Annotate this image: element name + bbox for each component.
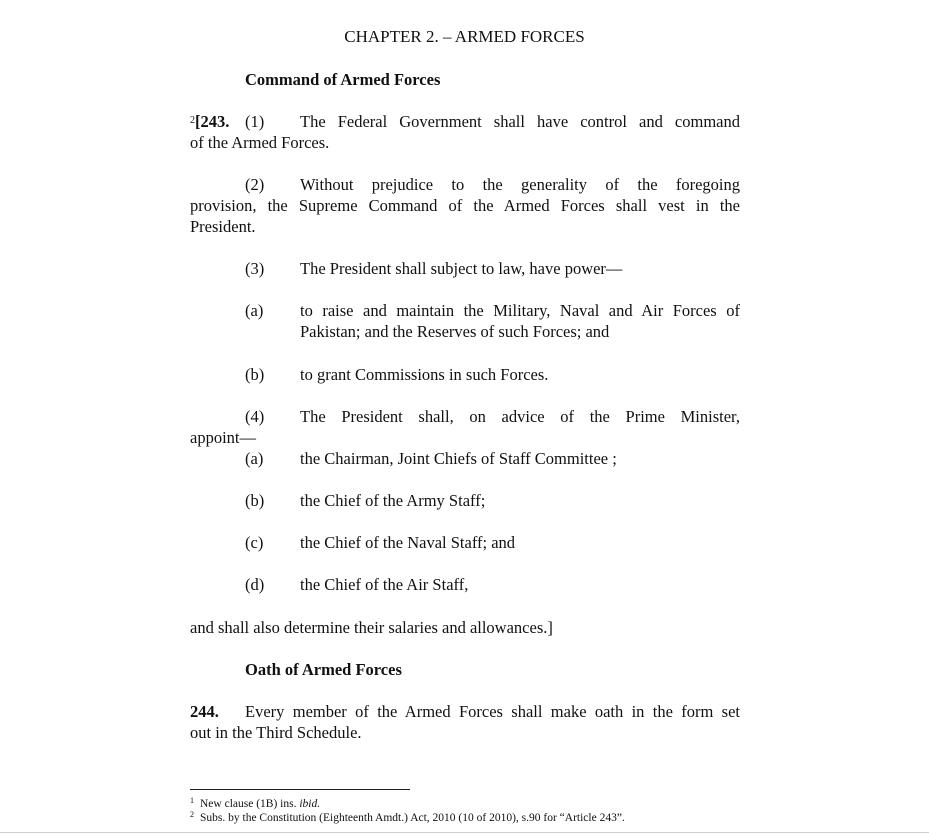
footnote-1-text: New clause (1B) ins. (200, 798, 297, 810)
clause-4b-label: (b) (245, 491, 265, 510)
clause-4-closing: and shall also determine their salaries and allowances.] (190, 618, 553, 637)
clause-3b-text: to grant Commissions in such Forces. (300, 365, 549, 384)
clause-1-line1: The Federal Government shall have control and command (300, 112, 740, 131)
chapter-title: CHAPTER 2. – ARMED FORCES (344, 27, 585, 46)
clause-4-line1: The President shall, on advice of the Prime Minister, (300, 407, 740, 426)
section-heading-oath: Oath of Armed Forces (245, 660, 402, 679)
clause-3a-label: (a) (245, 301, 264, 320)
clause-3-text: The President shall subject to law, have power— (300, 259, 623, 278)
clause-1-line2: of the Armed Forces. (190, 133, 330, 152)
clause-3b-label: (b) (245, 365, 265, 384)
clause-2-line3: President. (190, 217, 256, 236)
clause-4a-text: the Chairman, Joint Chiefs of Staff Committee ; (300, 449, 617, 468)
clause-3-label: (3) (245, 259, 265, 278)
footnote-2 (190, 811, 625, 826)
article-244-line1: Every member of the Armed Forces shall make oath in the form set (245, 702, 740, 721)
clause-4c-label: (c) (245, 533, 264, 552)
clause-4a-label: (a) (245, 449, 264, 468)
clause-2-line2: provision, the Supreme Command of the Armed Forces shall vest in the (190, 196, 740, 215)
page-bottom-edge (0, 832, 929, 833)
clause-3a-line1: to raise and maintain the Military, Naval and Air Forces of (300, 301, 740, 320)
article-243-number (190, 112, 229, 135)
footnote-2-text: Subs. by the Constitution (Eighteenth Amdt.) Act, 2010 (10 of 2010), s.90 for “Article 243”. (200, 812, 625, 824)
clause-4d-label: (d) (245, 575, 265, 594)
footnote-1-marker: 1 (190, 796, 194, 805)
footnote-2-marker: 2 (190, 810, 194, 819)
clause-4c-text: the Chief of the Naval Staff; and (300, 533, 516, 552)
footnote-marker-2: 2 (190, 115, 195, 126)
footnote-1 (190, 797, 320, 812)
clause-3a-line2: Pakistan; and the Reserves of such Forces; and (300, 322, 610, 341)
clause-2-line1: Without prejudice to the generality of the foregoing (300, 175, 740, 194)
footnote-1-italic: ibid. (299, 798, 321, 810)
article-244-number: 244. (190, 702, 219, 721)
clause-1-label: (1) (245, 112, 265, 131)
clause-4b-text: the Chief of the Army Staff; (300, 491, 486, 510)
clause-4-line2: appoint— (190, 428, 256, 447)
clause-2-label: (2) (245, 175, 265, 194)
clause-4d-text: the Chief of the Air Staff, (300, 575, 469, 594)
clause-4-label: (4) (245, 407, 265, 426)
footnote-divider (190, 789, 410, 790)
article-244-line2: out in the Third Schedule. (190, 723, 362, 742)
section-heading-command: Command of Armed Forces (245, 70, 441, 89)
article-number: [243. (195, 112, 230, 131)
